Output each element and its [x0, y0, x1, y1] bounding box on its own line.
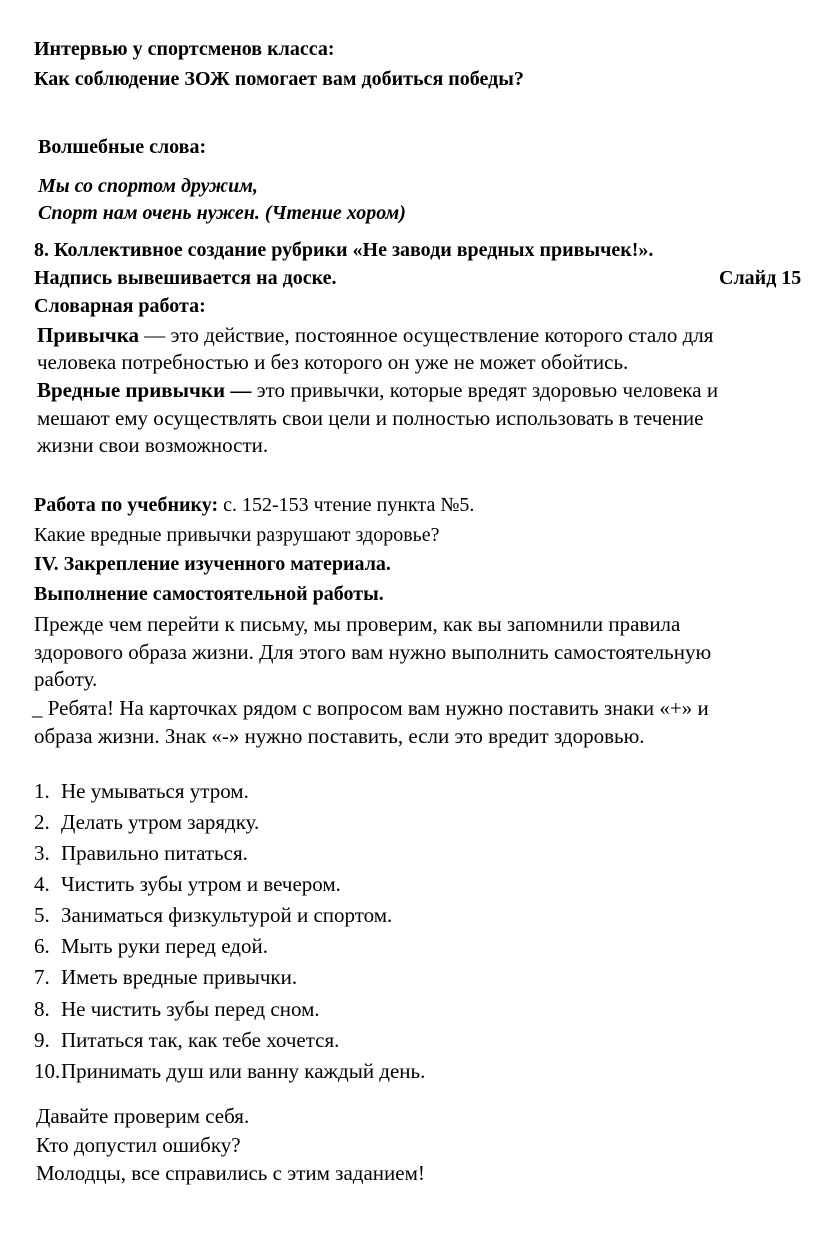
list-item: 10.Принимать душ или ванну каждый день. — [34, 1059, 426, 1083]
section-8-title: 8. Коллективное создание рубрики «Не заводи вредных привычек!». — [34, 239, 654, 261]
section-8-note: Надпись вывешивается на доске. — [34, 267, 337, 289]
list-item: 7. Иметь вредные привычки. — [34, 965, 298, 989]
list-item: 1. Не умываться утром. — [34, 779, 249, 803]
closing-line-1: Давайте проверим себя. — [36, 1104, 250, 1128]
term-bad-habits: Вредные привычки — — [37, 378, 252, 402]
section-4-subheading: Выполнение самостоятельной работы. — [34, 583, 384, 605]
interview-question: Как соблюдение ЗОЖ помогает вам добиться победы? — [34, 68, 524, 90]
section-4-paragraph-line-1: Прежде чем перейти к письму, мы проверим, как вы запомнили правила — [34, 612, 681, 636]
closing-line-2: Кто допустил ошибку? — [36, 1133, 241, 1157]
section-4-instruction-line-1: _ Ребята! На карточках рядом с вопросом вам нужно поставить знаки «+» и — [32, 696, 709, 720]
closing-line-3: Молодцы, все справились с этим заданием! — [36, 1161, 425, 1185]
magic-words-heading: Волшебные слова: — [38, 136, 207, 158]
term-habit: Привычка — [37, 323, 139, 347]
definition-bad-habits-line-2: мешают ему осуществлять свои цели и полностью использовать в течение — [37, 406, 704, 430]
definition-bad-habits-line-1 — [37, 378, 718, 402]
definition-habit-line-1 — [37, 323, 713, 347]
section-4-paragraph-line-3: работу. — [34, 667, 98, 691]
textbook-work-pages: с. 152-153 чтение пункта №5. — [218, 494, 475, 516]
magic-words-line-2: Спорт нам очень нужен. (Чтение хором) — [38, 202, 406, 224]
list-item: 9. Питаться так, как тебе хочется. — [34, 1028, 340, 1052]
definition-habit-line-2: человека потребностью и без которого он уже не может обойтись. — [37, 350, 629, 374]
magic-words-line-1: Мы со спортом дружим, — [38, 175, 258, 197]
list-item: 6. Мыть руки перед едой. — [34, 934, 268, 958]
section-4-heading: IV. Закрепление изученного материала. — [34, 553, 391, 575]
slide-label: Слайд 15 — [719, 267, 802, 289]
definition-habit-text: — это действие, постоянное осуществление которого стало для — [138, 323, 714, 347]
list-item: 3. Правильно питаться. — [34, 841, 248, 865]
interview-title: Интервью у спортсменов класса: — [34, 38, 335, 60]
list-item: 4. Чистить зубы утром и вечером. — [34, 872, 341, 896]
list-item: 2. Делать утром зарядку. — [34, 810, 260, 834]
textbook-work — [34, 493, 474, 517]
definition-bad-habits-line-3: жизни свои возможности. — [37, 433, 269, 457]
section-4-instruction-line-2: образа жизни. Знак «-» нужно поставить, если это вредит здоровью. — [34, 724, 645, 748]
list-item: 5. Заниматься физкультурой и спортом. — [34, 903, 393, 927]
list-item: 8. Не чистить зубы перед сном. — [34, 997, 320, 1021]
vocabulary-heading: Словарная работа: — [34, 295, 206, 317]
textbook-question: Какие вредные привычки разрушают здоровье? — [34, 524, 440, 546]
textbook-work-label: Работа по учебнику: — [34, 494, 219, 516]
section-4-paragraph-line-2: здорового образа жизни. Для этого вам нужно выполнить самостоятельную — [34, 640, 712, 664]
definition-bad-habits-text: это привычки, которые вредят здоровью человека и — [251, 378, 719, 402]
